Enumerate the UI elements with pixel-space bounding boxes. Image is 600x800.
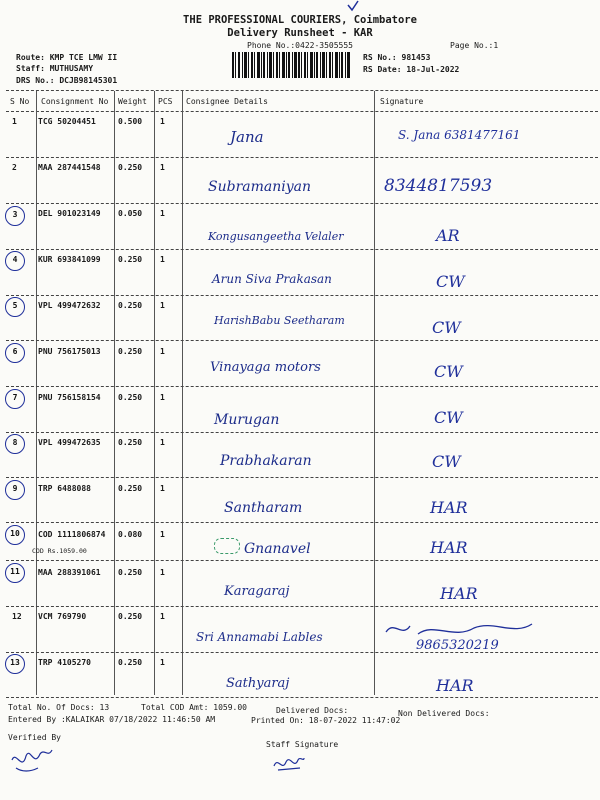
row-weight: 0.250 bbox=[118, 255, 143, 264]
col-divider bbox=[36, 91, 37, 695]
col-header-signature: Signature bbox=[380, 97, 424, 106]
company-name: THE PROFESSIONAL COURIERS, Coimbatore bbox=[183, 14, 417, 26]
page-number: Page No.:1 bbox=[450, 41, 499, 50]
row-signature: CW bbox=[436, 272, 465, 291]
row-signature: CW bbox=[432, 452, 461, 471]
row-weight: 0.250 bbox=[118, 438, 143, 447]
col-divider bbox=[154, 91, 155, 695]
row-sno: 10 bbox=[10, 529, 20, 538]
row-signature: CW bbox=[434, 362, 463, 381]
row-signature: AR bbox=[436, 226, 460, 245]
row-pcs: 1 bbox=[160, 117, 165, 126]
row-number-circle bbox=[5, 251, 25, 271]
row-consignment: VPL 499472632 bbox=[38, 301, 101, 310]
row-pcs: 1 bbox=[160, 438, 165, 447]
row-pcs: 1 bbox=[160, 530, 165, 539]
row-consignee: Jana bbox=[230, 128, 264, 146]
row-divider bbox=[6, 249, 598, 250]
delivered-docs: Delivered Docs: bbox=[276, 706, 349, 715]
row-number-circle bbox=[5, 434, 25, 454]
row-sno: 8 bbox=[12, 438, 18, 447]
signature-scribble bbox=[384, 618, 534, 640]
row-consignee: Gnanavel bbox=[244, 541, 311, 557]
row-number-circle bbox=[5, 297, 25, 317]
row-consignment: TCG 50204451 bbox=[38, 117, 96, 126]
row-consignee: Karagaraj bbox=[224, 584, 290, 599]
row-signature: HAR bbox=[430, 498, 468, 517]
row-consignment: MAA 287441548 bbox=[38, 163, 101, 172]
staff-signature bbox=[272, 752, 306, 774]
row-pcs: 1 bbox=[160, 568, 165, 577]
row-divider bbox=[6, 606, 598, 607]
row-pcs: 1 bbox=[160, 209, 165, 218]
row-divider bbox=[6, 432, 598, 433]
row-consignment: MAA 288391061 bbox=[38, 568, 101, 577]
row-weight: 0.250 bbox=[118, 484, 143, 493]
header-top-rule bbox=[6, 90, 598, 91]
row-consignment: PNU 756158154 bbox=[38, 393, 101, 402]
row-consignee: Sathyaraj bbox=[226, 676, 290, 691]
phone-number: Phone No.:0422-3505555 bbox=[247, 41, 353, 50]
row-pcs: 1 bbox=[160, 255, 165, 264]
row-divider bbox=[6, 340, 598, 341]
cod-note: COD Rs.1059.00 bbox=[32, 547, 87, 555]
row-sno: 11 bbox=[10, 567, 20, 576]
row-consignee: Sri Annamabi Lables bbox=[196, 630, 323, 644]
row-number-circle bbox=[5, 654, 25, 674]
row-signature: HAR bbox=[440, 584, 478, 603]
row-pcs: 1 bbox=[160, 301, 165, 310]
row-divider bbox=[6, 386, 598, 387]
total-docs: Total No. Of Docs: 13 bbox=[8, 703, 110, 712]
row-consignee: Vinayaga motors bbox=[210, 360, 321, 375]
row-sno: 3 bbox=[12, 210, 18, 219]
row-sno: 12 bbox=[12, 612, 22, 621]
row-divider bbox=[6, 295, 598, 296]
barcode bbox=[232, 52, 350, 78]
row-divider bbox=[6, 477, 598, 478]
row-pcs: 1 bbox=[160, 612, 165, 621]
row-consignment: DEL 901023149 bbox=[38, 209, 101, 218]
row-sno: 13 bbox=[10, 658, 20, 667]
row-number-circle bbox=[5, 563, 25, 583]
row-divider bbox=[6, 203, 598, 204]
green-scribble bbox=[214, 538, 240, 554]
row-weight: 0.250 bbox=[118, 658, 143, 667]
row-weight: 0.250 bbox=[118, 393, 143, 402]
col-header-consignee: Consignee Details bbox=[186, 97, 268, 106]
row-consignment: VPL 499472635 bbox=[38, 438, 101, 447]
row-consignment: VCM 769790 bbox=[38, 612, 87, 621]
row-weight: 0.500 bbox=[118, 117, 143, 126]
row-consignee: Prabhakaran bbox=[220, 453, 312, 469]
row-weight: 0.050 bbox=[118, 209, 143, 218]
verified-by-label: Verified By bbox=[8, 733, 61, 742]
row-consignment: KUR 693841099 bbox=[38, 255, 101, 264]
row-weight: 0.250 bbox=[118, 612, 143, 621]
row-signature: S. Jana 6381477161 bbox=[398, 128, 521, 142]
rs-number: RS No.: 981453 bbox=[363, 53, 431, 62]
check-mark-icon bbox=[346, 0, 360, 12]
header-bottom-rule bbox=[6, 111, 598, 112]
row-sno: 5 bbox=[12, 301, 18, 310]
row-weight: 0.250 bbox=[118, 568, 143, 577]
row-signature: 9865320219 bbox=[416, 638, 499, 653]
row-signature: CW bbox=[434, 408, 463, 427]
non-delivered-docs: Non Delivered Docs: bbox=[398, 709, 490, 718]
row-signature: 8344817593 bbox=[384, 176, 493, 196]
row-pcs: 1 bbox=[160, 484, 165, 493]
entered-by: Entered By :KALAIKAR 07/18/2022 11:46:50 AM bbox=[8, 715, 216, 724]
row-number-circle bbox=[5, 206, 25, 226]
total-cod-amount: Total COD Amt: 1059.00 bbox=[141, 703, 247, 712]
row-number-circle bbox=[5, 480, 25, 500]
staff-signature-label: Staff Signature bbox=[266, 740, 339, 749]
row-pcs: 1 bbox=[160, 393, 165, 402]
row-sno: 6 bbox=[12, 347, 18, 356]
row-signature: CW bbox=[432, 318, 461, 337]
table-bottom-rule bbox=[6, 697, 598, 698]
row-divider bbox=[6, 652, 598, 653]
row-weight: 0.250 bbox=[118, 163, 143, 172]
row-sno: 9 bbox=[12, 484, 18, 493]
col-header-sno: S No bbox=[10, 97, 30, 106]
row-number-circle bbox=[5, 343, 25, 363]
staff-name: Staff: MUTHUSAMY bbox=[16, 64, 94, 73]
runsheet-title: Delivery Runsheet - KAR bbox=[227, 27, 373, 39]
col-header-pcs: PCS bbox=[158, 97, 173, 106]
row-divider bbox=[6, 522, 598, 523]
row-number-circle bbox=[5, 525, 25, 545]
col-header-weight: Weight bbox=[118, 97, 147, 106]
row-consignee: Murugan bbox=[214, 412, 280, 428]
drs-number: DRS No.: DCJB98145301 bbox=[16, 76, 118, 85]
printed-on: Printed On: 18-07-2022 11:47:02 bbox=[251, 716, 401, 725]
row-divider bbox=[6, 560, 598, 561]
rs-date: RS Date: 18-Jul-2022 bbox=[363, 65, 460, 74]
row-consignment: PNU 756175013 bbox=[38, 347, 101, 356]
row-consignment: TRP 4105270 bbox=[38, 658, 91, 667]
row-signature: HAR bbox=[430, 538, 468, 557]
col-divider bbox=[374, 91, 375, 695]
row-consignee: Kongusangeetha Velaler bbox=[208, 230, 344, 243]
col-header-consignment: Consignment No bbox=[41, 97, 109, 106]
row-sno: 1 bbox=[12, 117, 17, 126]
col-divider bbox=[114, 91, 115, 695]
row-consignment: TRP 6488088 bbox=[38, 484, 91, 493]
row-consignee: Santharam bbox=[224, 500, 303, 516]
row-number-circle bbox=[5, 389, 25, 409]
row-signature: HAR bbox=[436, 676, 474, 695]
route: Route: KMP TCE LMW II bbox=[16, 53, 118, 62]
row-pcs: 1 bbox=[160, 658, 165, 667]
row-sno: 4 bbox=[12, 255, 18, 264]
col-divider bbox=[182, 91, 183, 695]
row-consignment: COD 1111806874 bbox=[38, 530, 106, 539]
row-consignee: Subramaniyan bbox=[208, 179, 311, 195]
row-sno: 2 bbox=[12, 163, 17, 172]
row-consignee: HarishBabu Seetharam bbox=[214, 314, 345, 327]
verifier-signature bbox=[8, 742, 54, 776]
row-pcs: 1 bbox=[160, 163, 165, 172]
row-divider bbox=[6, 157, 598, 158]
row-weight: 0.250 bbox=[118, 301, 143, 310]
row-weight: 0.250 bbox=[118, 347, 143, 356]
row-consignee: Arun Siva Prakasan bbox=[212, 272, 332, 286]
row-sno: 7 bbox=[12, 393, 18, 402]
row-pcs: 1 bbox=[160, 347, 165, 356]
row-weight: 0.080 bbox=[118, 530, 143, 539]
